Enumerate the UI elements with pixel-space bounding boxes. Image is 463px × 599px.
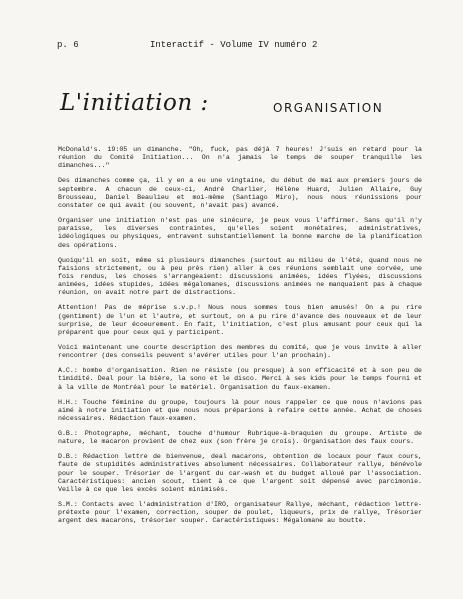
paragraph: Attention! Pas de méprise s.v.p.! Nous nous sommes tous bien amusés! On a pu rire (gentiment) de l'un et l'autre, et surtout, on a pu rire d'avance des nouveaux et de leur surprise, de leur écoeurement. En fait, l'initiation, c'est plus amusant pour ceux qui la préparent que pour ceux qui y participent. [58,304,422,337]
page-number: p. 6 [57,40,79,50]
paragraph: Des dimanches comme ça, il y en a eu une vingtaine, du début de mai aux premiers jours de septembre. A chacun de ceux-ci, André Charlier, Hélène Huard, Julien Allaire, Guy Brousseau, Daniel Beaulieu et moi-même (Santiago Miro), nous nous réunissions pour constater ce qui avait (ou souvent, n'avait pas) avancé. [58,177,422,210]
paragraph: Organiser une initiation n'est pas une sinécure, je peux vous l'affirmer. Sans qu'il n'y paraisse, les diverses contraintes, qu'elles soient monétaires, administratives, idéologiques ou physiques, entravent substantiellement la bonne marche de la planification des opérations. [58,217,422,249]
title-subtitle: ORGANISATION [273,101,384,115]
article-title [60,90,440,130]
article-body [58,146,422,532]
title-script: L'initiation : [60,90,209,116]
paragraph: McDonald's. 19:05 un dimanche. "Oh, fuck, pas déjà 7 heures! J'suis en retard pour la réunion du Comité Initiation... On n'a jamais le temps de souper tranquille les dimanches..." [58,146,422,170]
paragraph: G.B.: Photographe, méchant, touche d'humour Rubrique-à-braquien du groupe. Artiste de nature, le macaron provient de chez eux (son frère je crois). Organisation des faux cours. [58,430,422,446]
paragraph: A.C.: bombe d'organisation. Rien ne résiste (ou presque) à son efficacité et à son peu de timidité. Deal pour la bière, la sono et le disco. Merci à ses kids pour le temps fourni et à la ville de Montréal pour le matériel. Organisation du faux-examen. [58,367,422,391]
paragraph: Voici maintenant une courte description des membres du comité, que je vous invite à aller rencontrer (des conseils peuvent s'avérer utiles pour l'an prochain). [58,344,422,360]
paragraph: H.H.: Touche féminine du groupe, toujours là pour nous rappeler ce que nous n'avions pas aimé à notre initiation et que nous nous préparions à refaire cette année. Achat de choses nécessaires. Rédaction faux-examen. [58,398,422,423]
paragraph: S.M.: Contacts avec l'administration d'IRO, organisateur Rallye, méchant, rédaction lettre-prétexte pour l'examen, correction, souper de poulet, liqueurs, prix de rallye, Trésorier argent des macarons, trésorier souper. Caractéristiques: Mégalomane au boutte. [58,501,422,525]
paragraph: D.B.: Rédaction lettre de bienvenue, deal macarons, obtention de locaux pour faux cours, faute de stupidités administratives absolument nécessaires. Collaborateur rallye, bénévole pour le souper. Trésorier de l'argent du car-wash et du budget alloué par l'association. Caractéristiques: ancien scout, tient à ce que l'argent soit dépensé avec parcimonie. Veille à ce que les excès soient minimisés. [58,453,422,494]
issue-label: Interactif - Volume IV numéro 2 [150,40,318,50]
paragraph: Quoiqu'il en soit, même si plusieurs dimanches (surtout au milieu de l'été, quand nous ne faisions strictement, ou à peu près rien) aller à ces réunions semblait une corvée, une fois rendus, les choses s'arrangeaient: discussions animées, idées flyées, discussions animées, idées stupides, idées mégalomanes, discussions animées ne manquaient pas à chaque réunion, on avait notre part de distractions. [58,256,422,297]
